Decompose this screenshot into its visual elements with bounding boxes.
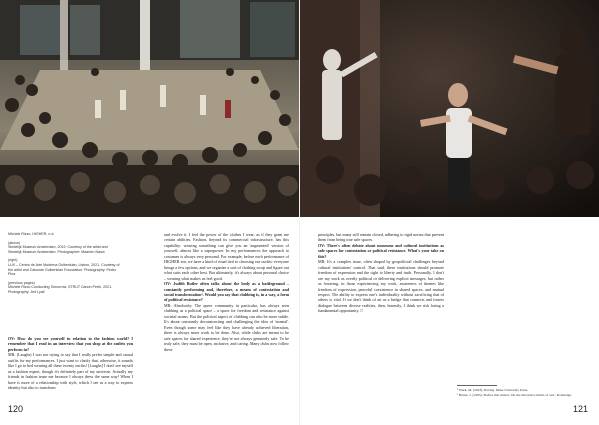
footnotes [457,388,587,397]
gutter-line [299,0,300,425]
interview-answer: MR: Absolutely. The queer community in particular, has always seen clubbing as a political space – a space for freedom and resistance against societal norms. But the political aspect of clubbing can also be more subtle. It's about constantly deconstructing and challenging the idea of 'normal'. Even though some may feel like they have already achieved liberation, there is always more work to be done. Also, while clubs are meant to be safe spaces for shared experience, they're not always genuinely safe. To be truly safe, they must be open, inclusive, and caring. Many clubs now follow these [164,302,289,352]
interview-answer: MR: It's a complex issue, often shaped by geopolitical challenges beyond cultural institutions' control. That said, these institutions should promote freedom of expression and the right to liberty and truth. Personally, I don't see my work as overtly political or delivering explicit messages, but rather as fostering, in those experiencing my work, awareness of themes like freedom of expression, peaceful coexistence in shared spaces, and mutual respect. The ability to express one's individuality without sacrificing that of others is vital. If we don't think of art as a bridge that connects and fosters dialogue between diverse realities, then, honestly, I think we risk losing a fundamental opportunity. □ [318,259,444,314]
footnote: ² Butler, J. (1993). Bodies that matter: On the discursive limits of 'sex'. Routledge. [457,392,572,397]
text-column-3 [318,232,444,314]
interview-answer: MR: (Laughs) I was not trying to say that I really prefer simple and casual outfits for my performances. I just want to clarify that, otherwise, it sounds like I go to bed wearing all these twenty outfits! [Laughs] I don't see myself as a fashion expert, though it's definitely part of my universe. Actually my friends in fashion tease me because I always dress the same way! When I have is more of a relationship with style, which I see as a way to express identity but also to transform [8,352,133,391]
text-column-1 [8,336,133,391]
page-number-left: 120 [8,404,24,414]
crowd-performance-photo [0,0,299,217]
text-column-2 [164,232,289,352]
interview-question: OV: There's often debate about museums and cultural institutions as safe spaces for contestation or political resistance. What's your take on this? [318,242,444,259]
credit-previous: (previous pages) Michele Rizzo Conducting Tomorrow, STRUT Canon Perth, 2021. Photography: Jed Lyall [8,280,113,294]
dancer-performance-photo [300,0,599,217]
interview-answer: and evolve it. I feel the power of the clothes I wear, as if they grant me certain abilities. Fashion, beyond its commercial infrastructure, has this capability: wearing something can give you an 'augmented' version of yourself, almost like a superpower. In my performances the approach to costumes is always very personal. For example, before each performance of HIGHER xtn, we have a kind of ritual tied to choosing our outfits: everyone brings a few options, and we organize a sort of clothing swap and figure out what suits each other best. But ultimately, it's always about personal choice – wearing what makes us feel good. [164,232,289,281]
interview-question: OV: How do you see yourself in relation to the fashion world? I remember that I read in an interview that you shop at the outlets you perform in? [8,336,133,352]
credit-right: (right) LUX – Centro de Arte Moderna Gulbenkian, Lisbon, 2021. Courtesy of the artist and Calouste Gulbenkian Foundation. Photography: Pedro Pina [8,258,120,277]
interview-question: OV: Judith Butler often talks about the body as a battleground – constantly performing and, therefore, a means of contestation and social transformation¹. Would you say that clubbing is, in a way, a form of political resistance? [164,281,289,303]
credit-main: Michele Rizzo, HIGHER, n.d. [8,232,55,236]
page-number-right: 121 [573,404,589,414]
credit-above: (above) Stedelijk Museum Amsterdam, 2019. Courtesy of the artist and Stedelijk Museum Amsterdam. Photographer: Maarten Nauw [8,240,108,254]
interview-answer: principles, but many still remain closed, adhering to rigid norms that prevent them from being true safe spaces. [318,232,444,243]
footnote: ¹ Wark, M. (2023). Raving. Duke University Press. [457,388,529,392]
photo-credits [8,232,120,299]
footnote-rule [457,385,497,386]
